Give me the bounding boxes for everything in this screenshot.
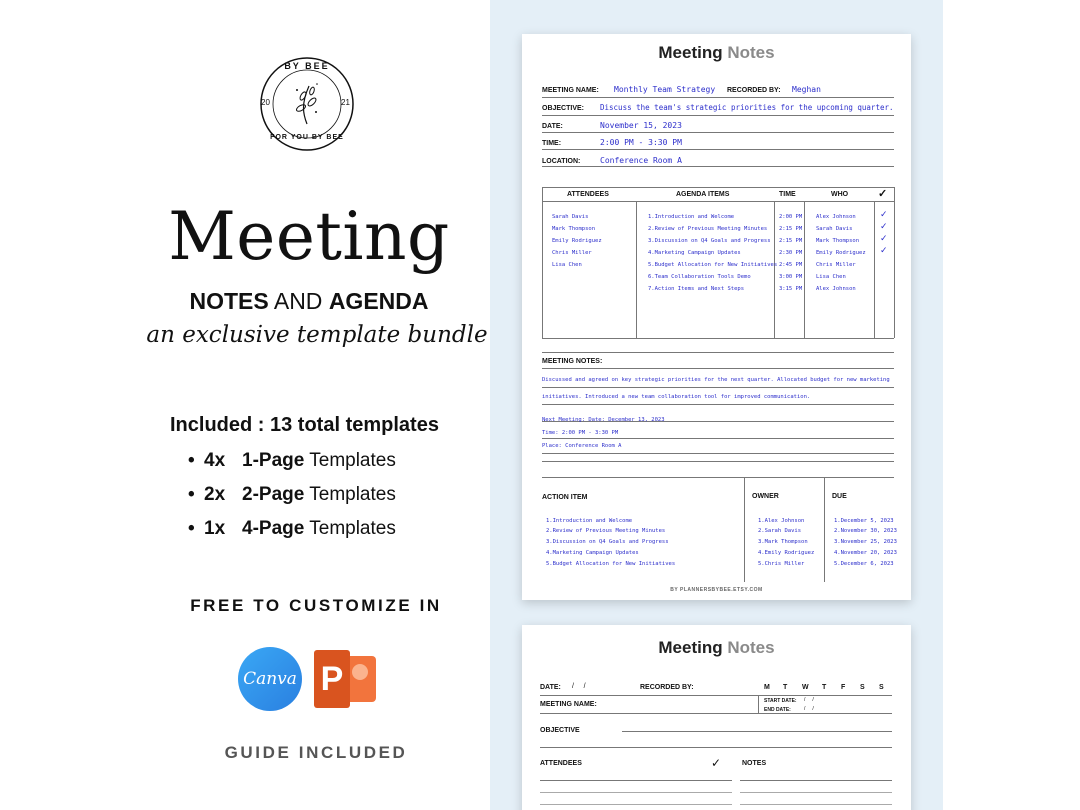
sheet-title: Meeting Notes: [658, 638, 775, 657]
who-item: Sarah Davis: [816, 226, 853, 232]
agenda-item: 3.Discussion on Q4 Goals and Progress: [648, 238, 771, 244]
objective-label: OBJECTIVE:: [542, 105, 585, 112]
subtitle-agenda: AGENDA: [328, 288, 429, 314]
time-label: TIME:: [542, 140, 562, 147]
notes-line: initiatives. Introduced a new team collaboration tool for improved communication.: [542, 394, 811, 400]
objective-value: Discuss the team's strategic priorities for the upcoming quarter.: [600, 103, 894, 112]
sheet-title: Meeting Notes: [658, 43, 775, 62]
agenda-header: AGENDA ITEMS: [676, 191, 730, 198]
weekday-label: F: [841, 684, 846, 691]
customize-text: FREE TO CUSTOMIZE IN: [190, 596, 442, 615]
check-mark-icon: ✓: [880, 245, 888, 255]
attendee-item: Emily Rodriguez: [552, 238, 602, 244]
time-item: 3:15 PM: [779, 286, 803, 292]
promo-title: Meeting: [168, 198, 450, 275]
due-row: 4.November 20, 2023: [834, 550, 897, 556]
due-label: DUE: [832, 493, 847, 500]
objective-label: OBJECTIVE: [540, 727, 580, 734]
guide-text: GUIDE INCLUDED: [224, 743, 408, 762]
action-row: 2.Review of Previous Meeting Minutes: [546, 528, 666, 534]
agenda-item: 6.Team Collaboration Tools Demo: [648, 274, 751, 280]
owner-row: 3.Mark Thompson: [758, 539, 808, 545]
template-preview-filled: [522, 34, 911, 600]
notes-line: Discussed and agreed on key strategic priorities for the next quarter. Allocated budget for new marketing: [542, 377, 890, 383]
subtitle-notes: NOTES: [189, 288, 269, 314]
time-item: 2:45 PM: [779, 262, 803, 268]
subtitle-and: AND: [273, 288, 323, 314]
included-list: [188, 449, 396, 551]
attendee-item: Sarah Davis: [552, 214, 589, 220]
due-row: 1.December 5, 2023: [834, 518, 894, 524]
logo-year-left: 20: [261, 98, 270, 107]
promo-script-line: an exclusive template bundle: [146, 322, 488, 348]
date-label: DATE:: [540, 684, 561, 691]
weekday-label: T: [822, 684, 827, 691]
attendees-label: ATTENDEES: [540, 760, 582, 767]
meeting-name-label: MEETING NAME:: [542, 87, 599, 94]
owner-row: 1.Alex Johnson: [758, 518, 805, 524]
right-margin: [943, 0, 1080, 810]
time-item: 2:15 PM: [779, 238, 803, 244]
included-item: • 1x 4-Page Templates: [188, 518, 396, 539]
logo-year-right: 21: [341, 98, 350, 107]
action-row: 1.Introduction and Welcome: [546, 518, 633, 524]
included-item: • 2x 2-Page Templates: [188, 484, 396, 505]
included-item: • 4x 1-Page Templates: [188, 450, 396, 471]
start-date-slashes: / /: [804, 697, 814, 703]
attendee-item: Lisa Chen: [552, 262, 582, 268]
who-header: WHO: [831, 191, 849, 198]
logo-bottom-text: FOR YOU BY BEE: [270, 134, 344, 141]
action-row: 3.Discussion on Q4 Goals and Progress: [546, 539, 669, 545]
who-item: Mark Thompson: [816, 238, 860, 244]
who-item: Emily Rodriguez: [816, 250, 866, 256]
sheet-footer: BY PLANNERSBYBEE.ETSY.COM: [670, 587, 763, 593]
agenda-item: 4.Marketing Campaign Updates: [648, 250, 741, 256]
who-item: Alex Johnson: [816, 214, 856, 220]
notes-line: Next Meeting: Date: December 13, 2023: [542, 417, 665, 423]
preview-panel: [490, 0, 943, 810]
recorded-by-label: RECORDED BY:: [640, 684, 694, 691]
attendee-item: Chris Miller: [552, 250, 592, 256]
date-value: November 15, 2023: [600, 121, 682, 130]
weekday-label: S: [879, 684, 884, 691]
date-label: DATE:: [542, 123, 563, 130]
due-row: 5.December 6, 2023: [834, 561, 894, 567]
powerpoint-icon: [314, 650, 378, 708]
agenda-item: 1.Introduction and Welcome: [648, 214, 735, 220]
canva-icon: Canva: [238, 647, 302, 711]
weekday-label: S: [860, 684, 865, 691]
template-preview-blank: [522, 625, 911, 810]
weekday-label: T: [783, 684, 788, 691]
who-item: Alex Johnson: [816, 286, 856, 292]
agenda-item: 7.Action Items and Next Steps: [648, 286, 745, 292]
owner-label: OWNER: [752, 493, 779, 500]
time-header: TIME: [779, 191, 796, 198]
check-mark-icon: ✓: [880, 233, 888, 243]
agenda-item: 5.Budget Allocation for New Initiatives: [648, 262, 778, 268]
due-row: 3.November 25, 2023: [834, 539, 897, 545]
time-item: 2:30 PM: [779, 250, 803, 256]
recorded-by-label: RECORDED BY:: [727, 87, 781, 94]
meeting-name-value: Monthly Team Strategy: [614, 85, 716, 94]
meeting-name-label: MEETING NAME:: [540, 701, 597, 708]
owner-row: 5.Chris Miller: [758, 561, 805, 567]
check-icon: ✓: [711, 756, 722, 770]
weekday-label: W: [802, 684, 809, 691]
recorded-by-value: Meghan: [792, 85, 821, 94]
action-item-label: ACTION ITEM: [542, 494, 588, 501]
time-item: 3:00 PM: [779, 274, 803, 280]
check-header: ✓: [878, 188, 888, 200]
logo-top-text: BY BEE: [284, 61, 330, 71]
end-date-slashes: / /: [804, 706, 814, 712]
attendee-item: Mark Thompson: [552, 226, 596, 232]
attendees-header: ATTENDEES: [567, 191, 609, 198]
agenda-item: 2.Review of Previous Meeting Minutes: [648, 226, 768, 232]
who-item: Lisa Chen: [816, 274, 846, 280]
notes-label: NOTES: [742, 760, 767, 767]
owner-row: 4.Emily Rodriguez: [758, 550, 815, 556]
check-mark-icon: ✓: [880, 209, 888, 219]
time-item: 2:15 PM: [779, 226, 803, 232]
action-row: 4.Marketing Campaign Updates: [546, 550, 639, 556]
check-mark-icon: ✓: [880, 221, 888, 231]
end-date-label: END DATE:: [764, 707, 791, 713]
location-label: LOCATION:: [542, 158, 581, 165]
action-row: 5.Budget Allocation for New Initiatives: [546, 561, 676, 567]
meeting-notes-label: MEETING NOTES:: [542, 358, 603, 365]
date-slashes: / /: [572, 683, 586, 690]
powerpoint-letter: P: [314, 650, 350, 708]
time-value: 2:00 PM - 3:30 PM: [600, 138, 682, 147]
location-value: Conference Room A: [600, 156, 682, 165]
start-date-label: START DATE:: [764, 698, 797, 704]
due-row: 2.November 30, 2023: [834, 528, 897, 534]
who-item: Chris Miller: [816, 262, 856, 268]
owner-row: 2.Sarah Davis: [758, 528, 802, 534]
notes-line: Place: Conference Room A: [542, 443, 622, 449]
weekday-label: M: [764, 684, 770, 691]
included-heading: Included : 13 total templates: [170, 414, 439, 436]
promo-panel: [0, 0, 490, 810]
time-item: 2:00 PM: [779, 214, 803, 220]
notes-line: Time: 2:00 PM - 3:30 PM: [542, 430, 619, 436]
